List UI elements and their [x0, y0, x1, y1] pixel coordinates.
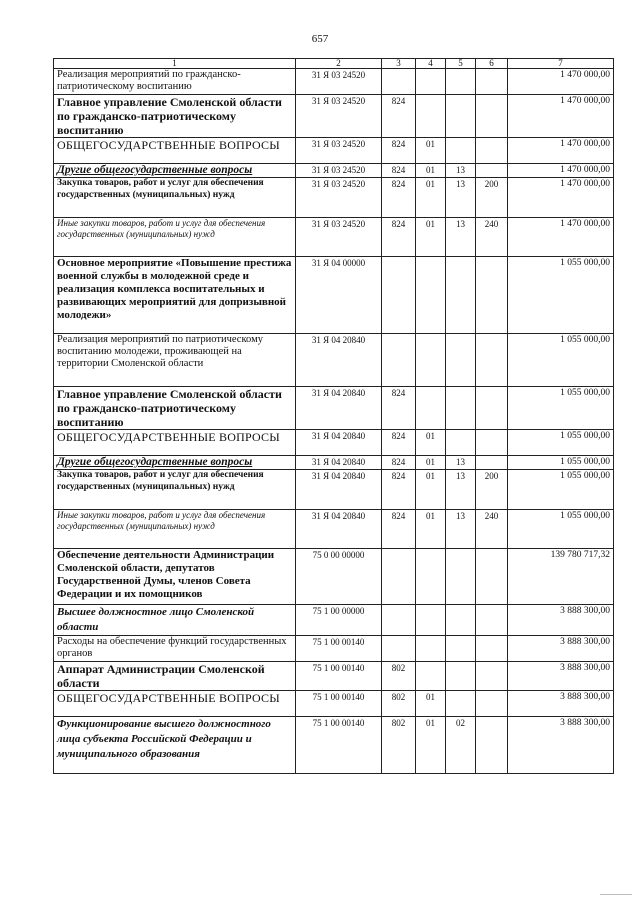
grbs-code-cell	[382, 69, 416, 95]
expense-type-cell	[476, 691, 508, 717]
table-row	[54, 430, 614, 456]
row-name-cell: Обеспечение деятельности Администрации Смоленской области, депутатов Государственной Думы, членов Совета Федерации и их помощников	[54, 549, 296, 605]
grbs-code-cell	[382, 549, 416, 605]
target-article-cell: 31 Я 03 24520	[296, 95, 382, 138]
section-code-cell: 01	[416, 138, 446, 164]
grbs-code-cell	[382, 257, 416, 334]
amount-cell: 1 055 000,00	[508, 334, 614, 387]
table-row	[54, 691, 614, 717]
table-row	[54, 662, 614, 691]
target-article-cell: 31 Я 04 20840	[296, 334, 382, 387]
row-name-cell: Главное управление Смоленской области по гражданско-патриотическому воспитанию	[54, 387, 296, 430]
subsection-code-cell	[446, 387, 476, 430]
expense-type-cell: 200	[476, 470, 508, 510]
subsection-code-cell: 13	[446, 178, 476, 218]
expense-type-cell	[476, 430, 508, 456]
expense-type-cell	[476, 662, 508, 691]
table-row	[54, 95, 614, 138]
row-name-cell: ОБЩЕГОСУДАРСТВЕННЫЕ ВОПРОСЫ	[54, 691, 296, 717]
budget-table	[53, 58, 614, 774]
section-code-cell: 01	[416, 218, 446, 257]
table-row	[54, 69, 614, 95]
grbs-code-cell: 802	[382, 662, 416, 691]
table-row	[54, 456, 614, 470]
table-row	[54, 605, 614, 636]
amount-cell: 3 888 300,00	[508, 636, 614, 662]
table-row	[54, 164, 614, 178]
row-name-cell: ОБЩЕГОСУДАРСТВЕННЫЕ ВОПРОСЫ	[54, 430, 296, 456]
expense-type-cell	[476, 95, 508, 138]
grbs-code-cell: 824	[382, 164, 416, 178]
table-row	[54, 387, 614, 430]
row-name-cell: Функционирование высшего должностного лица субъекта Российской Федерации и муниципального образования	[54, 717, 296, 774]
amount-cell: 1 055 000,00	[508, 257, 614, 334]
subsection-code-cell	[446, 138, 476, 164]
target-article-cell: 31 Я 03 24520	[296, 164, 382, 178]
subsection-code-cell	[446, 69, 476, 95]
section-code-cell	[416, 605, 446, 636]
amount-cell: 1 055 000,00	[508, 387, 614, 430]
grbs-code-cell	[382, 605, 416, 636]
target-article-cell: 75 1 00 00140	[296, 691, 382, 717]
target-article-cell: 31 Я 03 24520	[296, 218, 382, 257]
section-code-cell	[416, 257, 446, 334]
subsection-code-cell	[446, 257, 476, 334]
amount-cell: 1 470 000,00	[508, 69, 614, 95]
section-code-cell: 01	[416, 510, 446, 549]
header-cell: 1	[54, 59, 296, 69]
header-cell: 6	[476, 59, 508, 69]
grbs-code-cell: 824	[382, 95, 416, 138]
expense-type-cell	[476, 257, 508, 334]
row-name-cell: Закупка товаров, работ и услуг для обеспечения государственных (муниципальных) нужд	[54, 178, 296, 218]
subsection-code-cell	[446, 334, 476, 387]
grbs-code-cell: 824	[382, 510, 416, 549]
subsection-code-cell	[446, 636, 476, 662]
expense-type-cell	[476, 387, 508, 430]
section-code-cell	[416, 549, 446, 605]
amount-cell: 3 888 300,00	[508, 605, 614, 636]
target-article-cell: 31 Я 03 24520	[296, 138, 382, 164]
header-cell: 2	[296, 59, 382, 69]
row-name-cell: Другие общегосударственные вопросы	[54, 164, 296, 178]
subsection-code-cell	[446, 549, 476, 605]
subsection-code-cell	[446, 605, 476, 636]
row-name-cell: Основное мероприятие «Повышение престижа военной службы в молодежной среде и реализация комплекса воспитательных и развивающих мероприятий для допризывной молодежи»	[54, 257, 296, 334]
target-article-cell: 75 1 00 00000	[296, 605, 382, 636]
section-code-cell: 01	[416, 178, 446, 218]
section-code-cell: 01	[416, 456, 446, 470]
table-row	[54, 178, 614, 218]
grbs-code-cell: 802	[382, 717, 416, 774]
amount-cell: 139 780 717,32	[508, 549, 614, 605]
table-row	[54, 218, 614, 257]
target-article-cell: 31 Я 04 20840	[296, 430, 382, 456]
table-row	[54, 636, 614, 662]
expense-type-cell	[476, 334, 508, 387]
table-row	[54, 257, 614, 334]
row-name-cell: Аппарат Администрации Смоленской области	[54, 662, 296, 691]
subsection-code-cell: 13	[446, 456, 476, 470]
table-row	[54, 549, 614, 605]
subsection-code-cell: 13	[446, 510, 476, 549]
amount-cell: 3 888 300,00	[508, 691, 614, 717]
expense-type-cell	[476, 636, 508, 662]
section-code-cell	[416, 662, 446, 691]
row-name-cell: Другие общегосударственные вопросы	[54, 456, 296, 470]
expense-type-cell	[476, 717, 508, 774]
table-row	[54, 717, 614, 774]
subsection-code-cell	[446, 430, 476, 456]
target-article-cell: 31 Я 03 24520	[296, 69, 382, 95]
section-code-cell: 01	[416, 164, 446, 178]
amount-cell: 1 470 000,00	[508, 164, 614, 178]
table-row	[54, 510, 614, 549]
section-code-cell: 01	[416, 717, 446, 774]
section-code-cell	[416, 387, 446, 430]
row-name-cell: Расходы на обеспечение функций государственных органов	[54, 636, 296, 662]
header-cell: 5	[446, 59, 476, 69]
expense-type-cell	[476, 456, 508, 470]
subsection-code-cell: 13	[446, 470, 476, 510]
subsection-code-cell: 13	[446, 218, 476, 257]
grbs-code-cell	[382, 636, 416, 662]
target-article-cell: 75 1 00 00140	[296, 662, 382, 691]
expense-type-cell	[476, 549, 508, 605]
amount-cell: 1 470 000,00	[508, 95, 614, 138]
row-name-cell: ОБЩЕГОСУДАРСТВЕННЫЕ ВОПРОСЫ	[54, 138, 296, 164]
row-name-cell: Высшее должностное лицо Смоленской области	[54, 605, 296, 636]
section-code-cell: 01	[416, 691, 446, 717]
row-name-cell: Закупка товаров, работ и услуг для обеспечения государственных (муниципальных) нужд	[54, 470, 296, 510]
grbs-code-cell: 824	[382, 430, 416, 456]
header-cell: 7	[508, 59, 614, 69]
subsection-code-cell	[446, 691, 476, 717]
amount-cell: 1 055 000,00	[508, 430, 614, 456]
amount-cell: 1 055 000,00	[508, 510, 614, 549]
grbs-code-cell: 824	[382, 138, 416, 164]
amount-cell: 1 470 000,00	[508, 178, 614, 218]
section-code-cell: 01	[416, 430, 446, 456]
section-code-cell	[416, 69, 446, 95]
table-header-row	[54, 59, 614, 69]
header-cell: 4	[416, 59, 446, 69]
grbs-code-cell: 824	[382, 456, 416, 470]
amount-cell: 1 055 000,00	[508, 470, 614, 510]
row-name-cell: Реализация мероприятий по патриотическому воспитанию молодежи, проживающей на территории Смоленской области	[54, 334, 296, 387]
section-code-cell	[416, 636, 446, 662]
target-article-cell: 31 Я 04 20840	[296, 387, 382, 430]
expense-type-cell	[476, 605, 508, 636]
target-article-cell: 31 Я 04 20840	[296, 510, 382, 549]
subsection-code-cell	[446, 95, 476, 138]
section-code-cell: 01	[416, 470, 446, 510]
subsection-code-cell	[446, 662, 476, 691]
table-row	[54, 470, 614, 510]
grbs-code-cell: 802	[382, 691, 416, 717]
target-article-cell: 75 1 00 00140	[296, 717, 382, 774]
grbs-code-cell: 824	[382, 387, 416, 430]
expense-type-cell: 240	[476, 510, 508, 549]
subsection-code-cell: 02	[446, 717, 476, 774]
row-name-cell: Иные закупки товаров, работ и услуг для обеспечения государственных (муниципальных) нужд	[54, 218, 296, 257]
row-name-cell: Иные закупки товаров, работ и услуг для обеспечения государственных (муниципальных) нужд	[54, 510, 296, 549]
target-article-cell: 75 0 00 00000	[296, 549, 382, 605]
expense-type-cell	[476, 138, 508, 164]
amount-cell: 1 055 000,00	[508, 456, 614, 470]
grbs-code-cell: 824	[382, 470, 416, 510]
amount-cell: 3 888 300,00	[508, 662, 614, 691]
target-article-cell: 31 Я 04 00000	[296, 257, 382, 334]
page-number: 657	[311, 33, 329, 45]
target-article-cell: 31 Я 04 20840	[296, 470, 382, 510]
target-article-cell: 31 Я 03 24520	[296, 178, 382, 218]
expense-type-cell: 240	[476, 218, 508, 257]
grbs-code-cell	[382, 334, 416, 387]
expense-type-cell	[476, 164, 508, 178]
section-code-cell	[416, 334, 446, 387]
expense-type-cell	[476, 69, 508, 95]
row-name-cell: Главное управление Смоленской области по гражданско-патриотическому воспитанию	[54, 95, 296, 138]
scan-artifact	[600, 894, 632, 895]
expense-type-cell: 200	[476, 178, 508, 218]
table-row	[54, 334, 614, 387]
row-name-cell: Реализация мероприятий по гражданско-патриотическому воспитанию	[54, 69, 296, 95]
grbs-code-cell: 824	[382, 218, 416, 257]
section-code-cell	[416, 95, 446, 138]
grbs-code-cell: 824	[382, 178, 416, 218]
target-article-cell: 75 1 00 00140	[296, 636, 382, 662]
subsection-code-cell: 13	[446, 164, 476, 178]
table-row	[54, 138, 614, 164]
amount-cell: 1 470 000,00	[508, 138, 614, 164]
target-article-cell: 31 Я 04 20840	[296, 456, 382, 470]
amount-cell: 1 470 000,00	[508, 218, 614, 257]
header-cell: 3	[382, 59, 416, 69]
amount-cell: 3 888 300,00	[508, 717, 614, 774]
